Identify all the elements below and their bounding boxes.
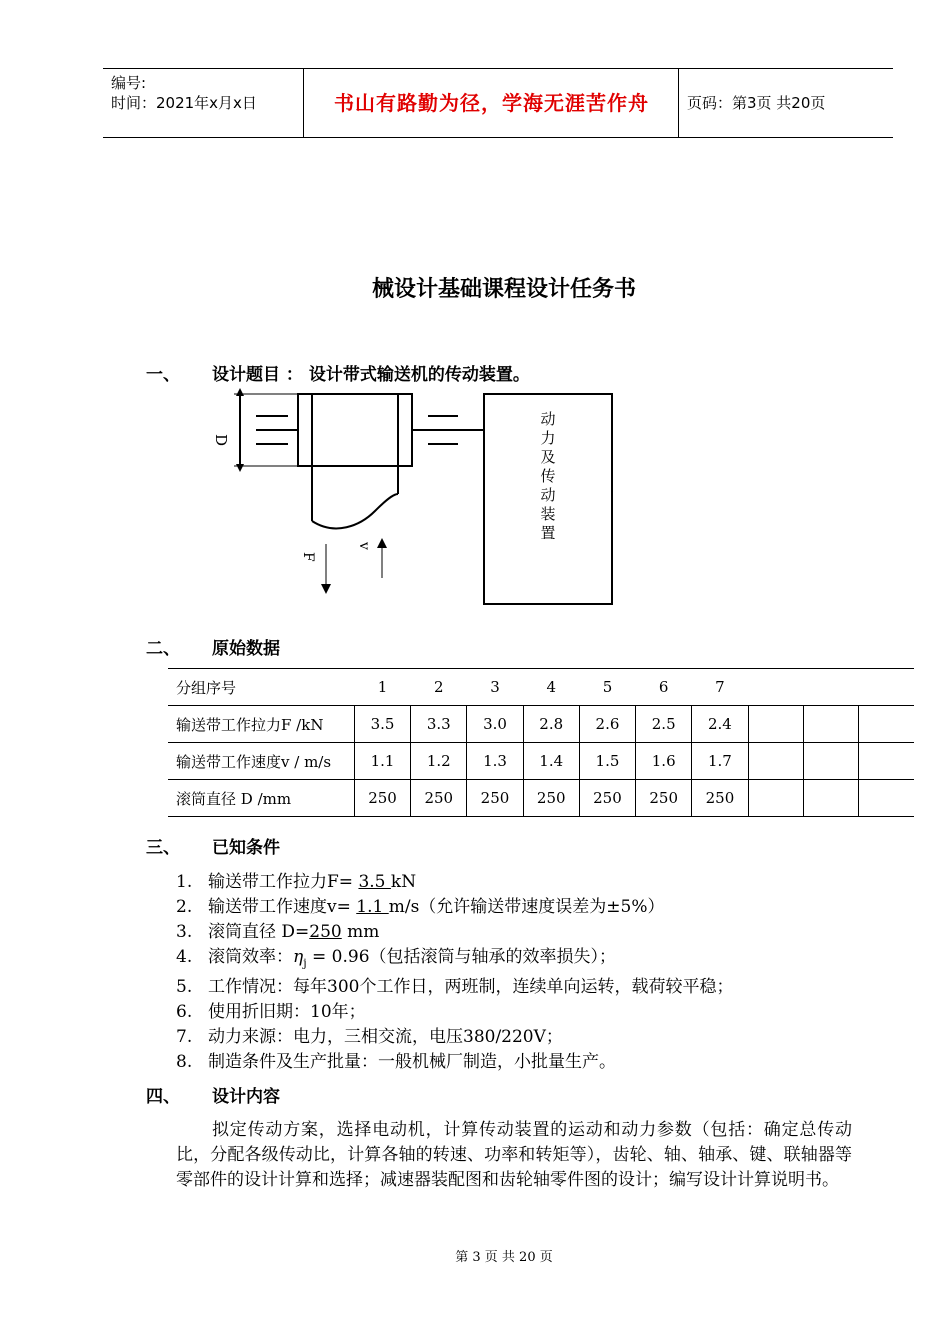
condition-1: 1. 输送带工作拉力F= 3.5 kN [176, 872, 417, 892]
table-cell [859, 743, 914, 780]
table-cell [748, 669, 803, 706]
section-1-title: 设计题目 ： 设计带式输送机的传动装置。 [212, 365, 530, 385]
conditions-list [176, 870, 733, 1075]
table-cell: 6 [636, 669, 692, 706]
d-arrow-top [236, 388, 244, 396]
condition-5: 5. 工作情况：每年300个工作日，两班制，连续单向运转，载荷较平稳； [176, 977, 734, 998]
condition-7: 7. 动力来源：电力，三相交流，电压380/220V； [176, 1027, 563, 1048]
table-cell [859, 669, 914, 706]
table-cell: 3 [467, 669, 523, 706]
table-cell [859, 706, 914, 743]
header-meta [111, 73, 257, 113]
table-cell: 2.6 [579, 706, 635, 743]
table-cell: 1.5 [579, 743, 635, 780]
table-cell: 1.4 [523, 743, 579, 780]
table-cell: 1.7 [692, 743, 748, 780]
table-row [168, 780, 914, 817]
table-row-label: 输送带工作速度v / m/s [168, 743, 354, 780]
table-cell [748, 743, 803, 780]
condition-6: 6. 使用折旧期：10年； [176, 1002, 366, 1023]
f-label: F [300, 552, 316, 562]
drive-box-label-char: 传 [540, 467, 556, 485]
drive-box-label [540, 410, 555, 542]
f-arrowhead [321, 584, 331, 594]
d-arrow-bottom [236, 464, 244, 472]
header-time-label: 时间：2021年x月x日 [111, 94, 257, 112]
table-row [168, 669, 914, 706]
d-label: D [212, 434, 230, 447]
table-cell: 250 [467, 780, 523, 817]
belt-curve [312, 494, 398, 528]
v-arrowhead [377, 538, 387, 548]
table-cell: 250 [579, 780, 635, 817]
table-row-label: 滚筒直径 D /mm [168, 780, 354, 817]
header-divider-right [678, 69, 679, 137]
drive-box-label-char: 力 [540, 429, 556, 447]
condition-4: 4. 滚筒效率：$\eta_j = 0.96$（包括滚筒与轴承的效率损失）； [176, 947, 617, 970]
table-cell: 3.3 [411, 706, 467, 743]
table-cell: 5 [579, 669, 635, 706]
condition-2: 2. 输送带工作速度v= 1.1 m/s（允许输送带速度误差为±5%） [176, 897, 665, 917]
section-4-title: 设计内容 [212, 1087, 280, 1107]
table-cell [748, 780, 803, 817]
table-cell [804, 669, 859, 706]
table-cell: 1.6 [636, 743, 692, 780]
table-cell: 7 [692, 669, 748, 706]
table-cell: 4 [523, 669, 579, 706]
header-motto: 书山有路勤为径，学海无涯苦作舟 [334, 91, 649, 115]
condition-8: 8. 制造条件及生产批量：一般机械厂制造，小批量生产。 [176, 1052, 616, 1073]
table-cell: 1.2 [411, 743, 467, 780]
section-3-number: 三、 [146, 838, 180, 858]
table-cell: 1 [354, 669, 410, 706]
table-cell: 2.5 [636, 706, 692, 743]
table-cell: 250 [692, 780, 748, 817]
table-cell [804, 743, 859, 780]
table-row-label: 分组序号 [168, 669, 354, 706]
table-cell [804, 706, 859, 743]
table-cell: 3.0 [467, 706, 523, 743]
conveyor-diagram [200, 386, 630, 616]
drum-left-flange [298, 394, 312, 466]
table-cell: 250 [523, 780, 579, 817]
section-3-title: 已知条件 [212, 838, 280, 858]
header-code-label: 编号: [111, 74, 147, 92]
condition-3: 3. 滚筒直径 D=250 mm [176, 922, 380, 942]
v-label: v [356, 542, 372, 550]
table-cell: 2 [411, 669, 467, 706]
table-cell: 250 [411, 780, 467, 817]
document-title: 械设计基础课程设计任务书 [371, 277, 636, 302]
design-content-paragraph: 拟定传动方案，选择电动机，计算传动装置的运动和动力参数（包括：确定总传动比，分配各级传动比，计算各轴的转速、功率和转矩等），齿轮、轴、轴承、键、联轴器等零部件的设计计算和选择；减速器装配图和齿轮轴零件图的设计；编写设计计算说明书。 [176, 1120, 852, 1190]
table-cell: 250 [636, 780, 692, 817]
drive-box-label-char: 置 [540, 524, 556, 542]
section-2-number: 二、 [146, 639, 180, 659]
table-cell: 3.5 [354, 706, 410, 743]
table-cell: 2.8 [523, 706, 579, 743]
table-row-label: 输送带工作拉力F /kN [168, 706, 354, 743]
table-row [168, 706, 914, 743]
section-1-number: 一、 [146, 365, 180, 385]
header-divider-left [303, 69, 304, 137]
drum-right-flange [398, 394, 412, 466]
drive-box-label-char: 及 [540, 448, 556, 466]
table-cell [804, 780, 859, 817]
table-cell: 1.1 [354, 743, 410, 780]
original-data-table [168, 668, 914, 817]
section-2-title: 原始数据 [212, 639, 280, 659]
section-4-number: 四、 [146, 1087, 180, 1107]
table-cell: 250 [354, 780, 410, 817]
page-footer: 第 3 页 共 20 页 [455, 1250, 553, 1265]
header-page-info: 页码：第3页 共20页 [687, 94, 826, 112]
drive-box-label-char: 动 [540, 410, 556, 428]
drive-box-label-char: 动 [540, 486, 556, 504]
table-cell: 1.3 [467, 743, 523, 780]
table-cell [748, 706, 803, 743]
table-cell [859, 780, 914, 817]
table-cell: 2.4 [692, 706, 748, 743]
page-header [103, 68, 893, 138]
drive-box-label-char: 装 [540, 505, 556, 523]
table-row [168, 743, 914, 780]
